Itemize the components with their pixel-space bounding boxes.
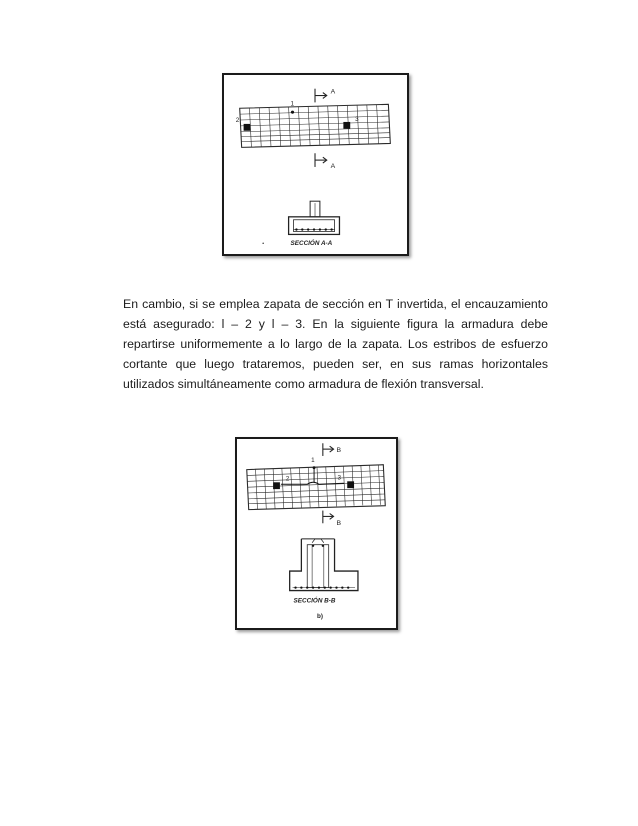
sub-caption-b: b) [316, 612, 323, 620]
arrow-bottom-label: A [330, 162, 336, 170]
figure-section-a [222, 73, 409, 256]
arrow-top-label: B [336, 447, 342, 455]
figure-section-b [235, 437, 398, 630]
section-caption-a: SECCIÓN A-A [290, 240, 333, 248]
arrow-top-label: A [330, 88, 336, 96]
footing-plan-mesh [240, 104, 391, 147]
section-arrow-bottom-icon [323, 511, 334, 524]
body-paragraph [123, 295, 548, 395]
arrow-bottom-label: B [336, 520, 342, 528]
rebar-label-1: 1 [311, 456, 315, 464]
column-right-icon [347, 481, 354, 488]
rebar-dots-b [294, 545, 349, 589]
section-arrow-top-icon [323, 443, 334, 456]
paragraph-text: En cambio, si se emplea zapata de sección en T invertida, el encauzamiento está asegurado: l – 2 y l – 3. En la siguiente figura la armadura debe repartirse uniformemente a lo largo de la zapata. Los estribos de esfuerzo cortante que luego trataremos, pueden ser, en sus ramas horizontales utilizados simultáneamente como armadura de flexión transversal. [123, 297, 548, 391]
section-caption-b: SECCIÓN B-B [293, 597, 336, 605]
footing-plan-mesh [247, 465, 386, 510]
section-arrow-top-icon [315, 89, 327, 103]
rebar-label-2: 2 [285, 475, 290, 483]
rebar-label-3: 3 [355, 115, 359, 123]
section-arrow-bottom-icon [315, 153, 327, 167]
rebar-label-1: 1 [290, 100, 295, 108]
column-right-icon [343, 122, 350, 129]
column-left-icon [244, 124, 251, 131]
cross-section-b-icon [290, 539, 358, 591]
footing-diagram-b [237, 439, 396, 628]
rebar-label-3: 3 [337, 474, 342, 482]
rebar-label-2: 2 [235, 116, 240, 124]
footing-diagram-a [224, 75, 407, 254]
column-left-icon [273, 482, 280, 489]
